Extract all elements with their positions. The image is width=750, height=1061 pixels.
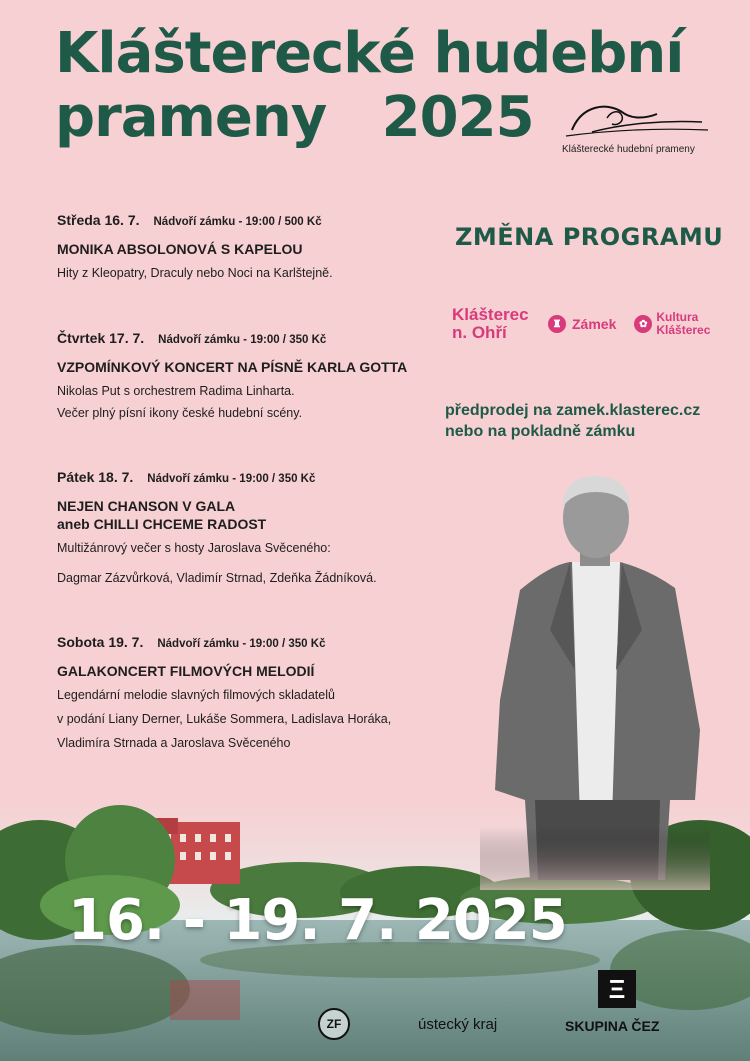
festival-dates: 16. - 19. 7. 2025	[68, 888, 567, 953]
event-name: GALAKONCERT FILMOVÝCH MELODIÍ	[57, 663, 315, 679]
event-4	[57, 634, 391, 754]
program-change-notice: ZMĚNA PROGRAMU	[455, 223, 724, 251]
zf-logo: ZF	[318, 1008, 350, 1040]
event-venue: Nádvoří zámku - 19:00 / 350 Kč	[158, 334, 327, 346]
flower-icon: ✿	[634, 315, 652, 333]
presale-line-1: předprodej na zamek.klasterec.cz	[445, 402, 701, 419]
event-day: Pátek 18. 7.	[57, 469, 134, 485]
artist-portrait	[480, 470, 710, 890]
zamek-logo	[548, 315, 616, 333]
event-1	[57, 212, 333, 284]
zamek-logo-label: Zámek	[572, 316, 617, 332]
event-day: Čtvrtek 17. 7.	[57, 330, 145, 346]
title-line-1: Klášterecké hudební	[55, 21, 684, 86]
event-venue: Nádvoří zámku - 19:00 / 350 Kč	[147, 473, 316, 485]
klasterec-logo	[452, 306, 542, 342]
klasterec-logo-line-2: n. Ohří	[452, 323, 507, 342]
event-name: VZPOMÍNKOVÝ KONCERT NA PÍSNĚ KARLA GOTTA	[57, 359, 408, 375]
partner-logos	[452, 306, 710, 342]
event-desc-2: Dagmar Zázvůrková, Vladimír Strnad, Zdeňka Žádníková.	[57, 571, 377, 585]
event-day: Sobota 19. 7.	[57, 634, 144, 650]
event-desc-1: Legendární melodie slavných filmových skladatelů	[57, 688, 335, 702]
klasterec-logo-line-1: Klášterec	[452, 305, 529, 324]
event-name: NEJEN CHANSON V GALA	[57, 498, 236, 514]
title-line-2: prameny 2025	[55, 85, 534, 150]
festival-logo	[562, 100, 712, 155]
event-venue: Nádvoří zámku - 19:00 / 350 Kč	[157, 638, 326, 650]
kultura-logo	[634, 311, 710, 337]
event-desc-2: v podání Liany Derner, Lukáše Sommera, Ladislava Horáka,	[57, 712, 392, 726]
event-venue: Nádvoří zámku - 19:00 / 500 Kč	[153, 216, 322, 228]
cez-logo-text: SKUPINA ČEZ	[565, 1018, 660, 1034]
presale-info	[445, 400, 700, 442]
event-day: Středa 16. 7.	[57, 212, 140, 228]
presale-line-2: nebo na pokladně zámku	[445, 423, 636, 440]
kultura-logo-line-2: Klášterec	[656, 323, 711, 337]
event-3	[57, 469, 377, 589]
event-desc-1: Multižánrový večer s hosty Jaroslava Svěceného:	[57, 541, 331, 555]
event-desc-2: Večer plný písní ikony české hudební scény.	[57, 406, 303, 420]
event-desc-3: Vladimíra Strnada a Jaroslava Svěceného	[57, 736, 291, 750]
festival-logo-text: Klášterecké hudební prameny	[562, 144, 695, 155]
event-desc-1: Nikolas Put s orchestrem Radima Linharta.	[57, 384, 295, 398]
event-desc-1: Hity z Kleopatry, Draculy nebo Noci na Karlštejně.	[57, 266, 333, 280]
event-name: MONIKA ABSOLONOVÁ S KAPELOU	[57, 241, 303, 257]
event-2	[57, 330, 407, 424]
violin-logo-icon	[562, 100, 712, 142]
castle-icon: ♜	[548, 315, 566, 333]
kultura-logo-line-1: Kultura	[656, 310, 699, 324]
event-name-2: aneb CHILLI CHCEME RADOST	[57, 516, 267, 532]
ustecky-kraj-logo: ústecký kraj	[418, 1016, 498, 1033]
cez-logo-icon: Ξ	[598, 970, 636, 1008]
